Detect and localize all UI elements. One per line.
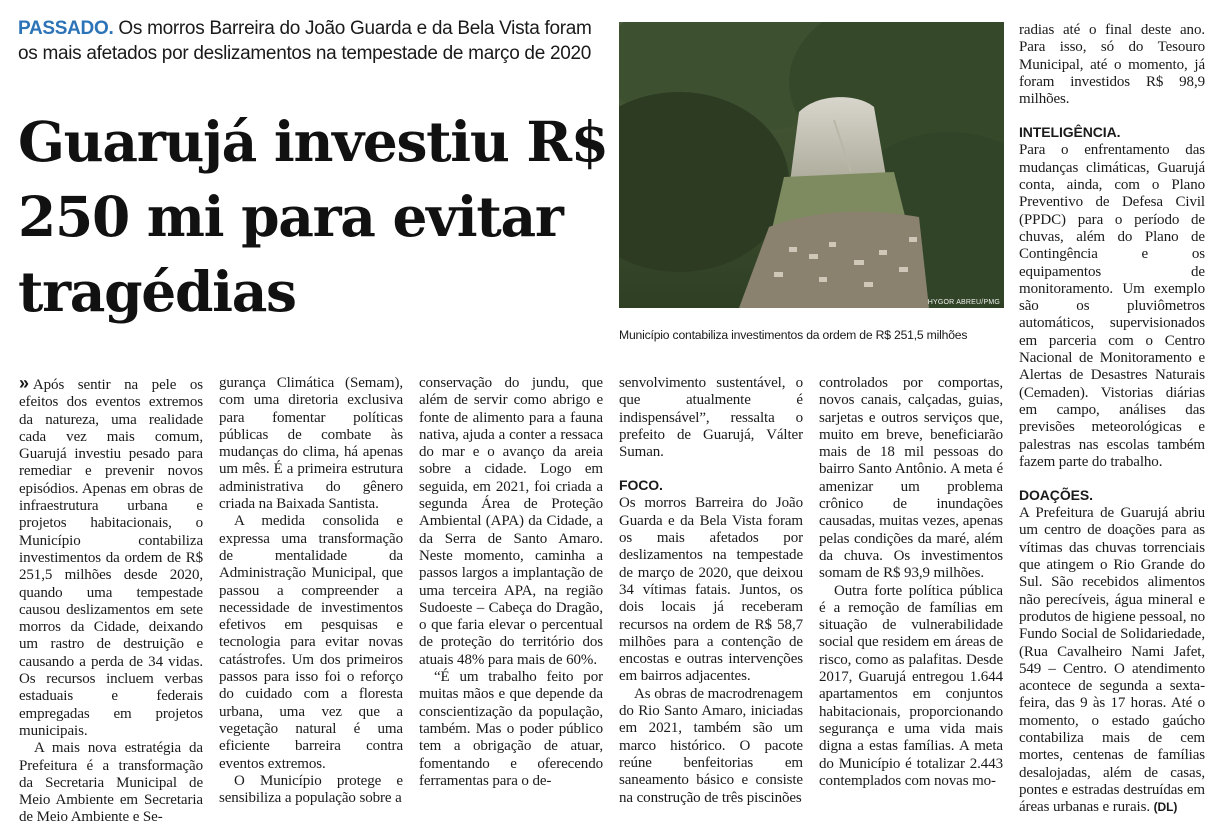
subheading-inteligencia: INTELIGÊNCIA. [1019,124,1121,141]
paragraph: As obras de macrodrenagem do Rio Santo Amaro, iniciadas em 2021, também são um marco histórico. O pacote reúne benfeitorias em saneamento básico e consiste na construção de três piscinões [619,685,803,806]
photo-credit: HYGOR ABREU/PMG [927,299,1000,306]
article-column-4 [619,375,803,807]
paragraph: Outra forte política pública é a remoção de famílias em situação de vulnerabilidade social que residem em áreas de risco, como as palafitas. Desde 2017, Guarujá entregou 1.644 apartamentos em conjuntos habitacionais, proporcionando segurança e uma vida mais digna a estas famílias. A meta do Município é totalizar 2.443 contemplados com novas mo- [819,582,1003,789]
paragraph: Os morros Barreira do João Guarda e da Bela Vista foram os mais afetados por deslizamentos na tempestade de março de 2020, que deixou 34 vítimas fatais. Juntos, os dois locais já receberam recursos na ordem de R$ 58,7 milhões para a contenção de encostas e outras intervenções em bairros adjacentes. [619,495,803,685]
headline: Guarujá investiu R$ 250 mi para evitar tragédias [18,109,608,324]
paragraph: O Município protege e sensibiliza a população sobre a [219,772,403,807]
paragraph: radias até o final deste ano. Para isso, só do Tesouro Municipal, até o momento, já foram investidos R$ 98,9 milhões. [1019,22,1205,108]
paragraph: Para o enfrentamento das mudanças climáticas, Guarujá conta, ainda, com o Plano Preventivo de Defesa Civil (PPDC) para o período de chuvas, além do Plano de Contingência e os equipamentos de monitoramento. Um exemplo são os pluviômetros automáticos, supervisionados em parceria com o Centro Nacional de Monitoramento e Alertas de Desastres Naturais (Cemaden). Vistorias diárias em campo, análises das previsões meteorológicas e palestras nas escolas também fazem parte do trabalho. [1019,142,1205,470]
article-column-2 [219,375,403,807]
article-column-5 [819,375,1003,790]
author-signature: (DL) [1153,800,1178,815]
paragraph: » Após sentir na pele os efeitos dos eventos extremos da natureza, uma realidade cada vez mais comum, Guarujá investiu pesado para remediar e prevenir novos episódios. Apenas em obras de infraestrutura urbana e projetos habitacionais, o Município contabiliza investimentos da ordem de R$ 251,5 milhões desde 2020, quando uma tempestade causou deslizamentos em sete morros da Cidade, deixando um rastro de destruição e causando a perda de 34 vidas. Os recursos incluem verbas estaduais e federais empregadas em projetos municipais. [19,373,203,739]
article-column-3 [419,375,603,790]
kicker-text: Os morros Barreira do João Guarda e da Bela Vista foram os mais afetados por deslizamentos na tempestade de março de 2020 [18,18,592,64]
paragraph: A medida consolida e expressa uma transformação de mentalidade da Administração Municipal, que passou a compreender a necessidade de investimentos efetivos em pesquisas e tecnologia para evitar novas catástrofes. Um dos primeiros passos para isso foi o reforço do cuidado com a floresta urbana, uma vez que a vegetação natural é uma eficiente barreira contra eventos extremos. [219,513,403,772]
article-column-6 [1019,22,1205,816]
paragraph: A mais nova estratégia da Prefeitura é a transformação da Secretaria Municipal de Meio Ambiente em Secretaria de Meio Ambiente e Se- [19,740,203,826]
paragraph: controlados por comportas, novos canais, calçadas, guias, sarjetas e outros serviços que, muito em breve, beneficiarão mais de 18 mil pessoas do bairro Santo Antônio. A meta é amenizar um problema crônico de inundações causadas, muitas vezes, apenas pelas condições da maré, além da chuva. Os investimentos somam de R$ 93,9 milhões. [819,375,1003,582]
photo-caption: Município contabiliza investimentos da ordem de R$ 251,5 milhões [619,328,968,342]
subheading-foco: FOCO. [619,477,663,494]
paragraph: gurança Climática (Semam), com uma diretoria exclusiva para fomentar políticas públicas de combate às mudanças do clima, há apenas um mês. É a primeira estrutura administrativa do gênero criada na Baixada Santista. [219,375,403,513]
landslide-hill-photo [619,22,1004,308]
paragraph: A Prefeitura de Guarujá abriu um centro de doações para as vítimas das chuvas torrenciais que atingem o Rio Grande do Sul. São recebidos alimentos não perecíveis, água mineral e produtos de higiene pessoal, no Fundo Social de Solidariedade, (Rua Cavalheiro Nami Jafet, 549 – Centro. O atendimento acontece de segunda a sexta-feira, das 9 às 17 horas. Até o momento, o estado gaúcho contabiliza mais de cem mortes, centenas de famílias desalojadas, além de casas, pontes e estradas destruídas em áreas urbanas e rurais. (DL) [1019,505,1205,816]
paragraph: conservação do jundu, que além de servir como abrigo e fonte de alimento para a fauna nativa, ajuda a conter a ressaca do mar e o avanço da areia sobre a cidade. Logo em seguida, em 2021, foi criada a segunda Área de Proteção Ambiental (APA) da Cidade, a da Serra de Santo Amaro. Neste momento, caminha a passos largos a implantação de uma terceira APA, na região Sudoeste – Cabeça do Dragão, o que faria elevar o percentual de proteção do território dos atuais 48% para mais de 60%. [419,375,603,668]
kicker [18,16,608,66]
paragraph: senvolvimento sustentável, o que atualmente é indispensável”, ressalta o prefeito de Guarujá, Válter Suman. [619,375,803,461]
article-column-1 [19,375,203,827]
kicker-label: PASSADO. [18,18,114,39]
paragraph: “É um trabalho feito por muitas mãos e que depende da conscientização da população, também. Mas o poder público tem a obrigação de atuar, fomentando e oferecendo ferramentas para o de- [419,669,603,789]
article-photo [619,22,1004,308]
subheading-doacoes: DOAÇÕES. [1019,487,1093,504]
chevron-right-icon: » [19,373,29,393]
